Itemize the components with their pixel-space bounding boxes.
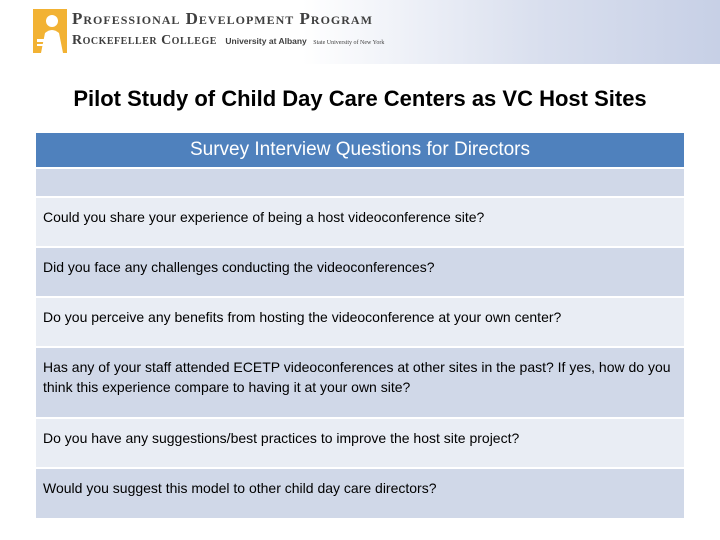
affiliation-line [72, 31, 384, 49]
program-name: Professional Development Program [72, 9, 373, 28]
pdp-logo-icon [33, 9, 67, 53]
university-name: University at Albany [225, 36, 307, 46]
table-row: Has any of your staff attended ECETP videoconferences at other sites in the past? If yes, how do you think this experience compare to having it at your own site? [36, 348, 684, 419]
table-header: Survey Interview Questions for Directors [36, 133, 684, 169]
questions-table [36, 133, 684, 520]
system-name: State University of New York [313, 40, 385, 46]
slide-title: Pilot Study of Child Day Care Centers as VC Host Sites [73, 86, 647, 111]
table-row: Do you perceive any benefits from hosting the videoconference at your own center? [36, 298, 684, 348]
table-row: Could you share your experience of being a host videoconference site? [36, 198, 684, 248]
header-banner [0, 0, 720, 64]
college-name: Rockefeller College [72, 33, 217, 48]
table-row: Do you have any suggestions/best practices to improve the host site project? [36, 419, 684, 469]
table-row: Did you face any challenges conducting the videoconferences? [36, 248, 684, 298]
table-row: Would you suggest this model to other child day care directors? [36, 469, 684, 520]
table-row [36, 169, 684, 198]
